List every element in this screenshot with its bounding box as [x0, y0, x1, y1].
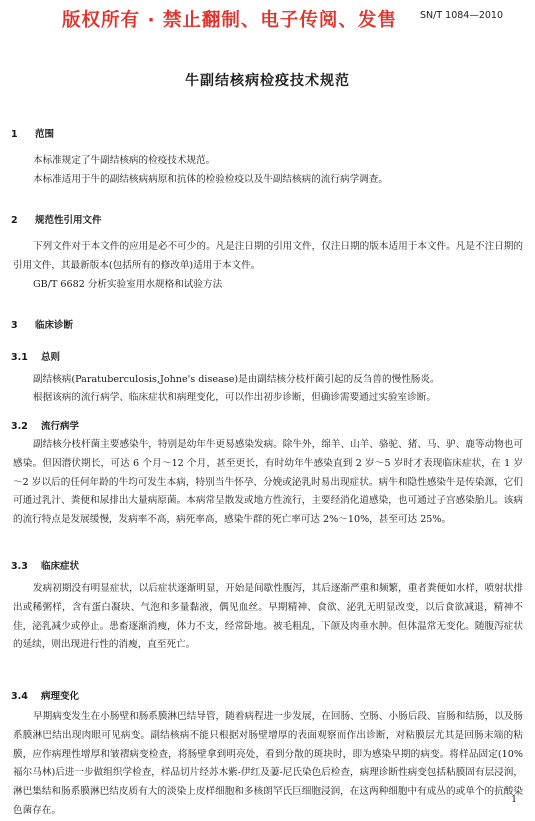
section-heading-scope	[11, 126, 54, 140]
paragraph: 本标准规定了牛副结核病的检疫技术规范。	[33, 155, 216, 166]
paragraph: 副结核分枝杆菌主要感染牛，特别是幼年牛更易感染发病。除牛外，绵羊、山羊、骆驼、猪、马、驴、鹿等动物也可感染。但因潜伏期长，可达 6 个月～12 个月，甚至更长，有时幼年牛感染直到 2 岁～5 岁时才表现临床症状，在 1 岁～2 岁以后的任何年龄的牛均可发生本病，特别当牛怀孕、分娩或泌乳时易出现症状。病牛和隐性感染牛是传染源，它们可通过乳汁、粪便和尿排出大量病原菌。本病常呈散发或地方性流行，主要经消化道感染，也可通过子宫感染胎儿。该病的流行特点是发展缓慢，发病率不高，病死率高，感染牛群的死亡率可达 2%～10%，甚至可达 25%。	[13, 439, 523, 526]
copyright-watermark: 版权所有 · 禁止翻制、电子传阅、发售	[62, 10, 397, 31]
standard-code: SN/T 1084—2010	[419, 10, 503, 21]
reference-item: GB/T 6682 分析实验室用水规格和试验方法	[33, 279, 223, 290]
subsection-title: 病理变化	[41, 691, 80, 702]
subsection-number: 3.3	[11, 561, 28, 572]
paragraph: 本标准适用于牛的副结核病病原和抗体的检验检疫以及牛副结核病的流行病学调查。	[33, 174, 388, 185]
section-number: 2	[11, 215, 18, 226]
subsection-heading-general	[11, 349, 60, 363]
section-title: 临床诊断	[35, 320, 74, 331]
paragraph: 根据该病的流行病学、临床症状和病理变化，可以作出初步诊断，但确诊需要通过实验室诊断。	[33, 392, 436, 403]
subsection-heading-pathological-changes	[11, 688, 79, 702]
subsection-title: 总则	[41, 352, 61, 363]
paragraph: 早期病变发生在小肠壁和肠系膜淋巴结导管，随着病程进一步发展，在回肠、空肠、小肠后段、盲肠和结肠，以及肠系膜淋巴结出现肉眼可见病变。副结核病不能只根据对肠壁增厚的表面观察而作出诊断，对粘膜层尤其是回肠末端的粘膜，应作病理性增厚和皱褶病变检查，将肠壁拿到明亮处，看到分散的斑块时，即为感染早期的病变。将样品固定(10%福尔马林)后进一步做组织学检查，样品切片经苏木紫-伊红及萋-尼氏染色后检查，病理诊断性病变包括粘膜固有层浸润，淋巴集结和肠系膜淋巴结皮质有大的淡染上皮样细胞和多核朗罕氏巨细胞浸润，在这两种细胞中有成丛的或单个的抗酸染色菌存在。	[13, 711, 523, 816]
section-number: 3	[11, 320, 18, 331]
subsection-title: 临床症状	[41, 561, 80, 572]
paragraph: 副结核病(Paratuberculosis,Johne's disease)是由副结核分枝杆菌引起的反刍兽的慢性肠炎。	[33, 374, 440, 385]
page-number: 1	[511, 795, 517, 805]
paragraph: 发病初期没有明显症状，以后症状逐渐明显，开始是间歇性腹泻，其后逐渐严重和频繁，重者粪便如水样，喷射状排出或稀粥样，含有蛋白凝块、气泡和多量黏液，偶见血丝。早期精神、食欲、泌乳无明显改变，以后食欲减退，精神不佳，泌乳减少或停止。患畜逐渐消瘦，体力不支，经常卧地。被毛粗乱，下颌及肉垂水肿。但体温常无变化。随腹泻症状的延续，则出现进行性的消瘦，直至死亡。	[13, 583, 523, 651]
section-number: 1	[11, 129, 18, 140]
subsection-number: 3.1	[11, 352, 28, 363]
document-title: 牛副结核病检疫技术规范	[185, 73, 350, 89]
subsection-number: 3.4	[11, 691, 28, 702]
subsection-title: 流行病学	[41, 421, 80, 432]
paragraph: 下列文件对于本文件的应用是必不可少的。凡是注日期的引用文件，仅注日期的版本适用于本文件。凡是不注日期的引用文件，其最新版本(包括所有的修改单)适用于本文件。	[13, 241, 523, 271]
section-heading-clinical-diagnosis	[11, 317, 73, 331]
section-title: 范围	[35, 129, 55, 140]
section-heading-normative-references	[11, 212, 102, 226]
subsection-number: 3.2	[11, 421, 28, 432]
subsection-heading-clinical-symptoms	[11, 558, 79, 572]
section-title: 规范性引用文件	[35, 215, 102, 226]
subsection-heading-epidemiology	[11, 418, 79, 432]
